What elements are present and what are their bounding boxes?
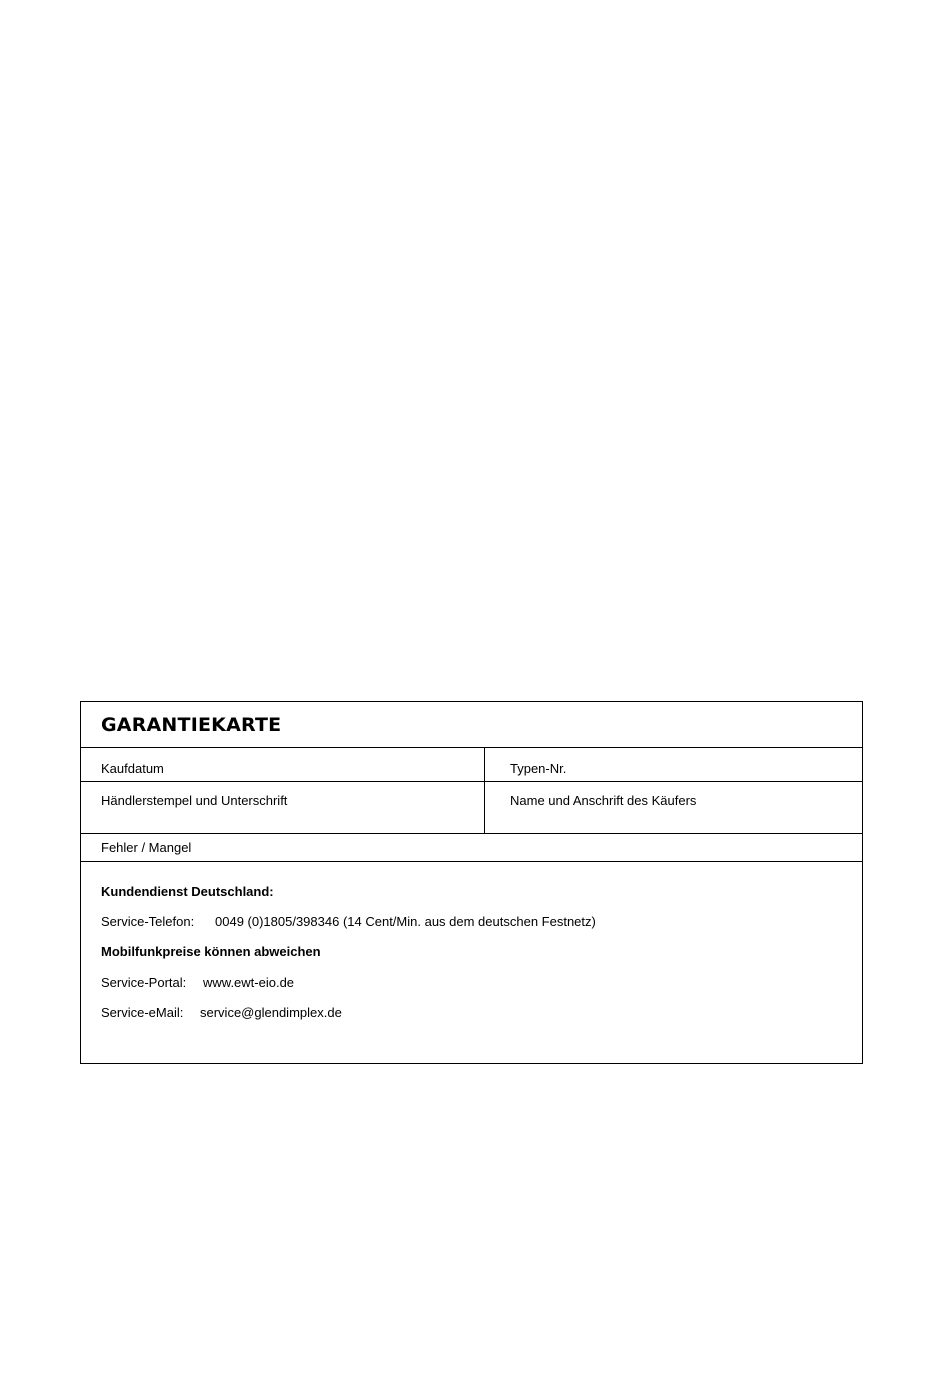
defect-field <box>81 834 862 861</box>
buyer-name-address-label: Name und Anschrift des Käufers <box>510 793 697 808</box>
buyer-field <box>485 782 862 833</box>
service-email-line <box>101 1005 342 1020</box>
dealer-stamp-field <box>81 782 485 833</box>
dealer-stamp-label: Händlerstempel und Unterschrift <box>101 793 288 808</box>
service-portal-line <box>101 975 294 990</box>
service-phone-label: Service-Telefon: <box>101 914 195 929</box>
mobile-price-note: Mobilfunkpreise können abweichen <box>101 944 321 959</box>
service-portal-link[interactable]: www.ewt-eio.de <box>203 975 295 990</box>
purchase-date-label: Kaufdatum <box>101 761 164 776</box>
service-portal-label: Service-Portal: <box>101 975 187 990</box>
defect-label: Fehler / Mangel <box>101 840 192 855</box>
type-number-label: Typen-Nr. <box>510 761 567 776</box>
warranty-card <box>80 701 863 1064</box>
service-email-label: Service-eMail: <box>101 1005 184 1020</box>
warranty-card-header <box>81 702 862 748</box>
service-phone-value: 0049 (0)1805/398346 (14 Cent/Min. aus dem deutschen Festnetz) <box>215 914 596 929</box>
warranty-card-title: GARANTIEKARTE <box>101 714 282 736</box>
row-purchase-type <box>81 748 862 782</box>
purchase-date-field <box>81 748 485 781</box>
row-dealer-buyer <box>81 782 862 834</box>
row-defect <box>81 834 862 862</box>
service-phone-line <box>101 914 596 929</box>
service-heading: Kundendienst Deutschland: <box>101 884 274 899</box>
type-number-field <box>485 748 862 781</box>
service-email-link[interactable]: service@glendimplex.de <box>200 1005 342 1020</box>
